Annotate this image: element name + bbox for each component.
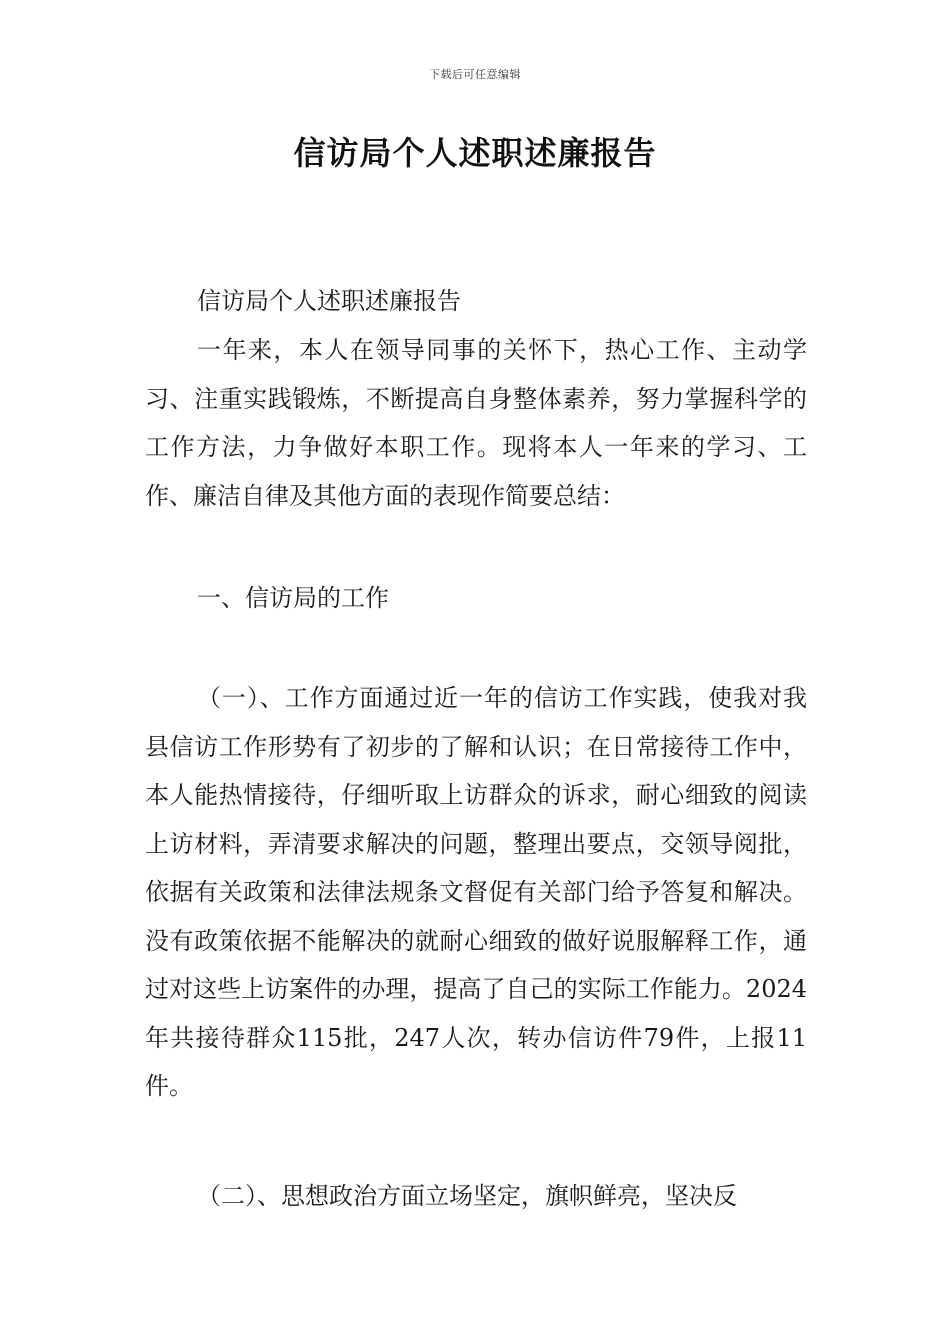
paragraph-item-1: （一）、工作方面通过近一年的信访工作实践，使我对我县信访工作形势有了初步的了解和认识；在日常接待工作中，本人能热情接待，仔细听取上访群众的诉求，耐心细致的阅读上访材料，弄清要求解决的问题，整理出要点，交领导阅批，依据有关政策和法律法规条文督促有关部门给予答复和解决。没有政策依据不能解决的就耐心细致的做好说服解释工作，通过对这些上访案件的办理，提高了自己的实际工作能力。2024年共接待群众115批，247人次，转办信访件79件，上报11件。 (145, 684, 807, 1100)
header-note: 下载后可任意编辑 (429, 68, 521, 81)
section-heading-1: 一、信访局的工作 (197, 584, 389, 612)
document-title: 信访局个人述职述廉报告 (293, 134, 657, 172)
paragraph-intro: 一年来，本人在领导同事的关怀下，热心工作、主动学习、注重实践锻炼，不断提高自身整体素养，努力掌握科学的工作方法，力争做好本职工作。现将本人一年来的学习、工作、廉洁自律及其他方面的表现作简要总结： (145, 336, 807, 510)
paragraph-item-2: （二）、思想政治方面立场坚定，旗帜鲜亮，坚决反 (197, 1182, 737, 1210)
paragraph-subtitle: 信访局个人述职述廉报告 (197, 287, 461, 315)
